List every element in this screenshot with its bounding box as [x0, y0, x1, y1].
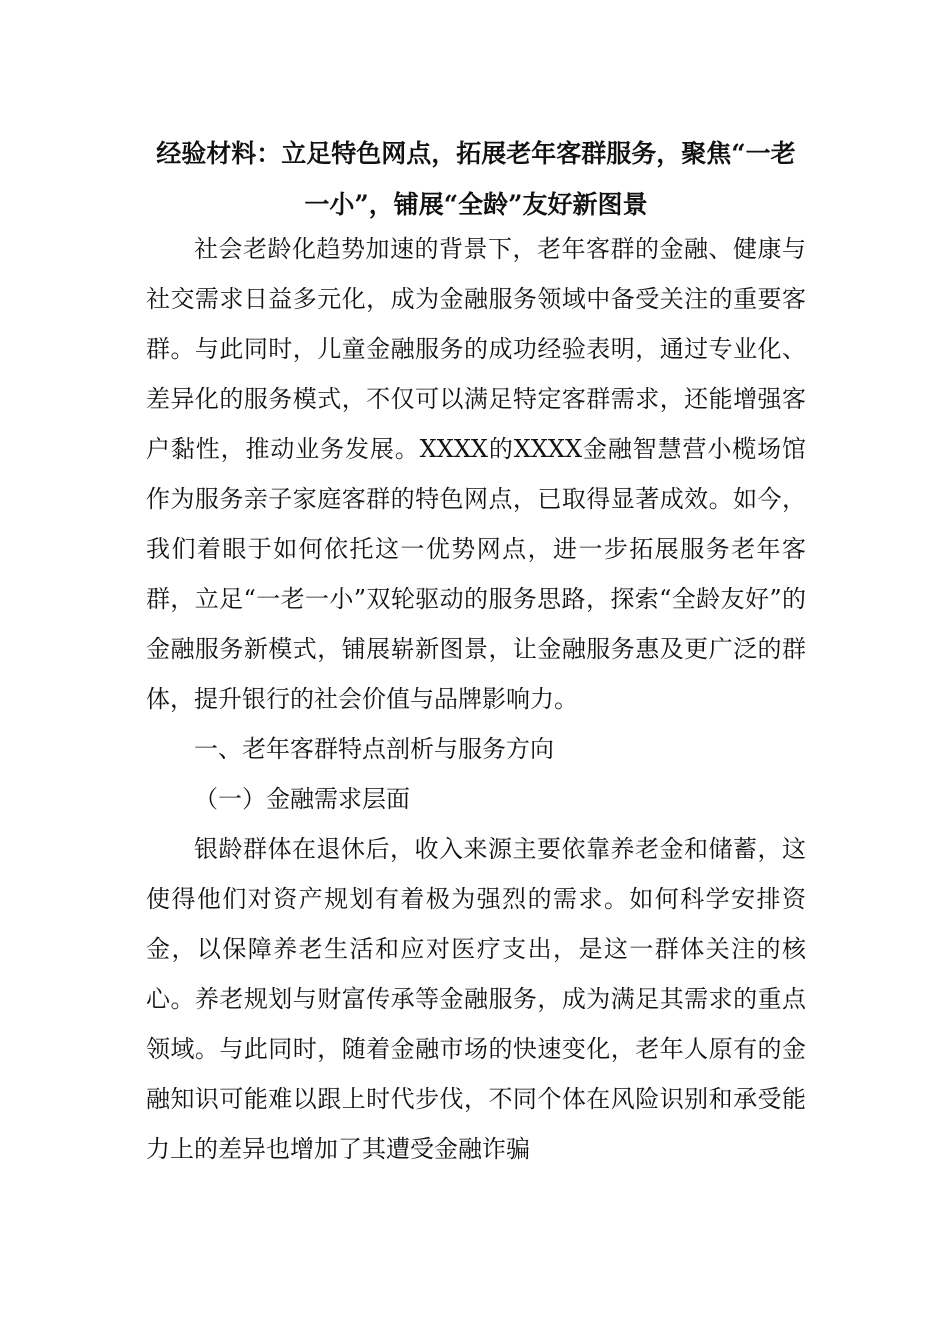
paragraph-financial-needs: 银龄群体在退休后，收入来源主要依靠养老金和储蓄，这使得他们对资产规划有着极为强烈的需求。如何科学安排资金，以保障养老生活和应对医疗支出，是这一群体关注的核心。养老规划与财富传承等金融服务，成为满足其需求的重点领域。与此同时，随着金融市场的快速变化，老年人原有的金融知识可能难以跟上时代步伐，不同个体在风险识别和承受能力上的差异也增加了其遭受金融诈骗	[146, 835, 806, 1163]
subsection-heading-1: （一）金融需求层面	[194, 785, 410, 813]
document-title: 经验材料：立足特色网点，拓展老年客群服务，聚焦“一老一小”，铺展“全龄”友好新图景	[156, 139, 796, 219]
paragraph-intro: 社会老龄化趋势加速的背景下，老年客群的金融、健康与社交需求日益多元化，成为金融服务领域中备受关注的重要客群。与此同时，儿童金融服务的成功经验表明，通过专业化、差异化的服务模式，不仅可以满足特定客群需求，还能增强客户黏性，推动业务发展。XXXX的XXXX金融智慧营小榄场馆作为服务亲子家庭客群的特色网点，已取得显著成效。如今，我们着眼于如何依托这一优势网点，进一步拓展服务老年客群，立足“一老一小”双轮驱动的服务思路，探索“全龄友好”的金融服务新模式，铺展崭新图景，让金融服务惠及更广泛的群体，提升银行的社会价值与品牌影响力。	[146, 235, 806, 713]
document-body	[146, 224, 806, 1174]
section-heading-1: 一、老年客群特点剖析与服务方向	[194, 735, 554, 763]
